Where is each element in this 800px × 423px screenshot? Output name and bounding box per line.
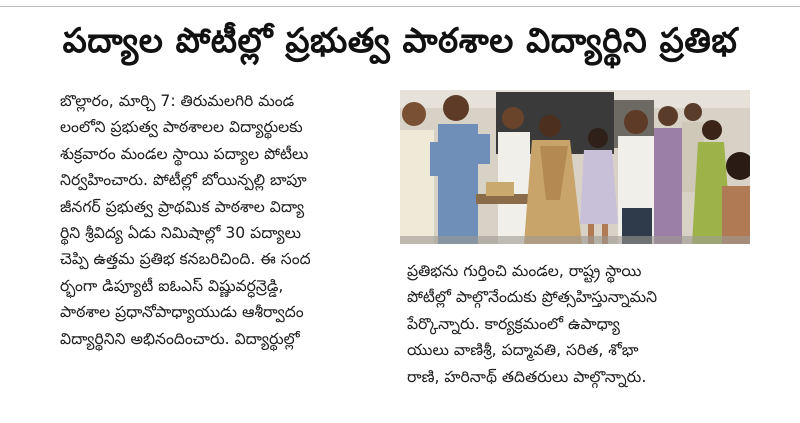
page-margin: [776, 30, 800, 423]
body-line: శుక్రవారం మండల స్థాయి పద్యాల పోటీలు: [60, 144, 309, 163]
body-line: పాఠశాల ప్రధానోపాధ్యాయుడు ఆశీర్వాదం: [60, 303, 304, 322]
body-line: నిర్వహించారు. పోటీల్లో బోయిన్పల్లి బాపూ: [60, 171, 307, 190]
article-headline: పద్యాల పోటీల్లో ప్రభుత్వ పాఠశాల విద్యార్థిని ప్రతిభ: [62, 21, 738, 61]
body-line: జీనగర్ ప్రభుత్వ ప్రాథమిక పాఠశాల విద్యా: [60, 197, 305, 216]
body-line: పోటీల్లో పాల్గొనేందుకు ప్రోత్సహిస్తున్నామని: [407, 288, 658, 307]
photo-illustration: [400, 90, 750, 244]
body-line: లంలోని ప్రభుత్వ పాఠశాలల విద్యార్థులకు: [60, 118, 303, 137]
body-line: యులు వాణిశ్రీ, పద్మావతి, సరిత, శోభా: [407, 341, 639, 360]
article-body-left: [60, 88, 395, 352]
article-left-column: [60, 88, 395, 352]
article-body-right: [407, 258, 747, 390]
top-rule: [0, 0, 800, 7]
body-line: చెప్పి ఉత్తమ ప్రతిభ కనబరిచింది. ఈ సంద: [60, 250, 311, 269]
body-line: ప్రతిభను గుర్తించి మండల, రాష్ట్ర స్థాయి: [407, 262, 642, 280]
article-photo: [400, 90, 750, 244]
article-right-column: [407, 258, 747, 390]
body-line: పేర్కొన్నారు. కార్యక్రమంలో ఉపాధ్యా: [407, 314, 620, 333]
body-line: బొల్లారం, మార్చి 7: తిరుమలగిరి మండ: [60, 92, 295, 110]
body-line: ర్థిని శ్రీవిద్య ఏడు నిమిషాల్లో 30 పద్యాలు: [60, 224, 302, 243]
body-line: రాణి, హరినాథ్ తదితరులు పాల్గొన్నారు.: [407, 367, 647, 386]
body-line: విద్యార్థినిని అభినందించారు. విద్యార్థుల్లో: [60, 329, 300, 348]
body-line: ర్భంగా డిప్యూటీ ఐఓఎస్ విష్ణువర్ధన్రెడ్డి,: [60, 276, 284, 295]
